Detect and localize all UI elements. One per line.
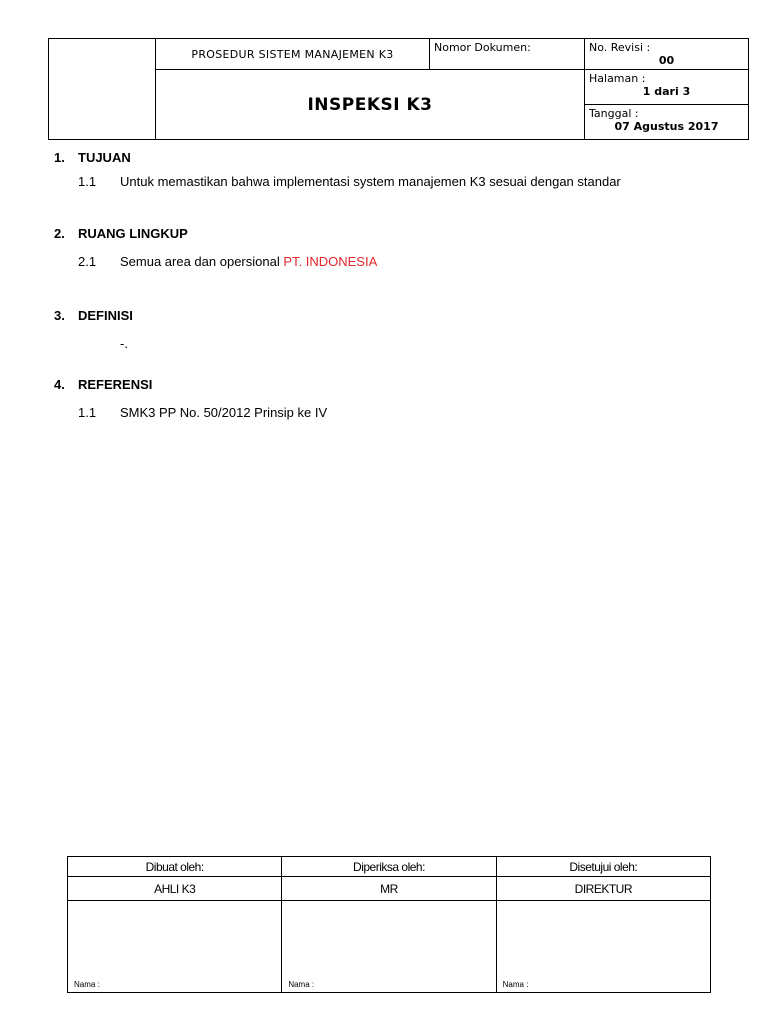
- list-item: [78, 405, 327, 420]
- system-name: PROSEDUR SISTEM MANAJEMEN K3: [156, 39, 430, 70]
- item-text: Semua area dan opersional: [120, 254, 284, 269]
- list-item: [78, 336, 128, 351]
- date-cell: [585, 105, 749, 140]
- item-number: 1.1: [78, 174, 97, 189]
- section-number: 1.: [54, 150, 65, 165]
- section-title: RUANG LINGKUP: [78, 226, 188, 241]
- signature-box: [496, 901, 710, 993]
- section-number: 4.: [54, 377, 65, 392]
- signature-role-ahli: AHLI K3: [68, 877, 282, 901]
- date-value: 07 Agustus 2017: [614, 120, 719, 133]
- name-label: Nama :: [74, 980, 100, 989]
- item-text: -.: [120, 336, 128, 351]
- section-definisi: [54, 308, 133, 323]
- signature-box: [68, 901, 282, 993]
- page-label: Halaman :: [589, 72, 646, 85]
- signature-table: [67, 856, 711, 993]
- section-title: DEFINISI: [78, 308, 133, 323]
- signature-role-direktur: DIREKTUR: [496, 877, 710, 901]
- logo-cell: [49, 39, 156, 140]
- item-text: Untuk memastikan bahwa implementasi system manajemen K3 sesuai dengan standar: [120, 174, 621, 189]
- section-title: TUJUAN: [78, 150, 131, 165]
- item-number: 1.1: [78, 405, 97, 420]
- list-item: [78, 254, 377, 269]
- revision-cell: [585, 39, 749, 70]
- section-number: 3.: [54, 308, 65, 323]
- revision-value: 00: [658, 54, 675, 67]
- signature-role-mr: MR: [282, 877, 496, 901]
- list-item: [78, 174, 621, 189]
- revision-label: No. Revisi :: [589, 41, 651, 54]
- item-text: SMK3 PP No. 50/2012 Prinsip ke IV: [120, 405, 328, 420]
- section-referensi: [54, 377, 152, 392]
- name-label: Nama :: [502, 980, 529, 989]
- section-ruang-lingkup: [54, 226, 188, 241]
- page-cell: [585, 70, 749, 105]
- item-number: 2.1: [78, 254, 97, 269]
- name-label: Nama :: [288, 980, 315, 989]
- section-tujuan: [54, 150, 131, 165]
- document-number-label: Nomor Dokumen:: [430, 39, 585, 70]
- signature-header-checked: Diperiksa oleh:: [282, 857, 496, 877]
- document-header-table: [48, 38, 749, 140]
- document-title: INSPEKSI K3: [156, 70, 585, 140]
- section-number: 2.: [54, 226, 65, 241]
- section-title: REFERENSI: [78, 377, 153, 392]
- page-value: 1 dari 3: [642, 85, 691, 98]
- signature-header-prepared: Dibuat oleh:: [68, 857, 282, 877]
- signature-header-approved: Disetujui oleh:: [496, 857, 710, 877]
- date-label: Tanggal :: [589, 107, 639, 120]
- company-name: PT. INDONESIA: [283, 254, 378, 269]
- signature-box: [282, 901, 496, 993]
